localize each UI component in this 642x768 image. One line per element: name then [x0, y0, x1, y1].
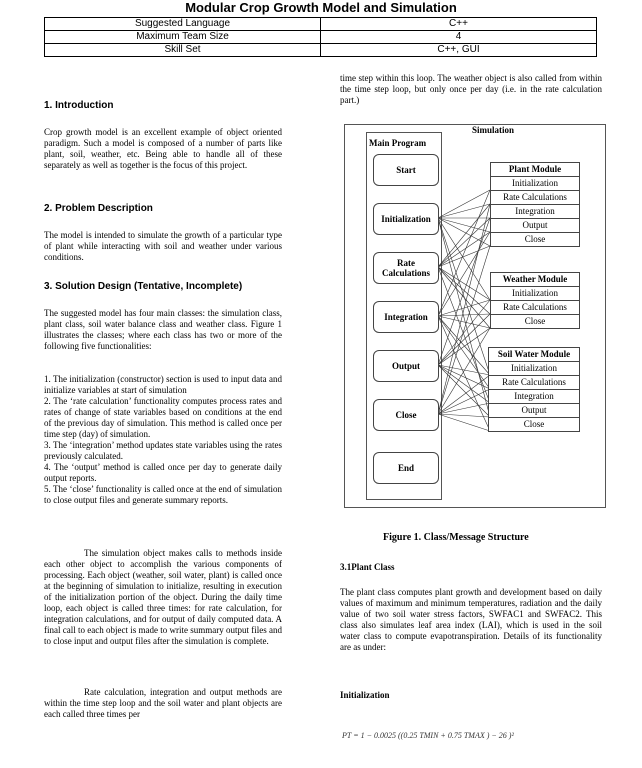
simulation-paragraph-2: Rate calculation, integration and output methods are within the time step loop and the soil water and plant objects are each called three times per	[44, 687, 282, 719]
module-row: Output	[491, 218, 579, 232]
step-start: Start	[373, 154, 439, 186]
meta-value: 4	[321, 31, 597, 44]
module-row: Initialization	[491, 286, 579, 300]
message-line	[438, 246, 490, 414]
message-line	[438, 204, 490, 218]
project-meta-table	[44, 17, 597, 57]
plant-class-heading: 3.1Plant Class	[340, 562, 395, 572]
message-line	[438, 314, 490, 316]
module-title: Weather Module	[502, 274, 568, 284]
soil-water-module	[488, 347, 580, 432]
plant-class-text: The plant class computes plant growth and development based on daily values of maximum and minimum temperatures, radiation and the daily value of two soil water stress factors, SWFAC1 and SWFAC2. This class also simulates leaf area index (LAI), which is used in the soil water class to compute evapotranspiration. Details of its functionality are as under:	[340, 587, 602, 652]
functionality-list	[44, 374, 282, 506]
module-row: Rate Calculations	[491, 190, 579, 204]
table-row	[45, 18, 597, 31]
message-line	[438, 218, 490, 365]
step-integration: Integration	[373, 301, 439, 333]
list-item: 4. The ‘output’ method is called once per day to generate daily output reports.	[44, 462, 282, 483]
meta-label: Suggested Language	[45, 18, 321, 31]
plant-module	[490, 162, 580, 247]
module-row: Rate Calculations	[489, 375, 579, 389]
problem-heading: 2. Problem Description	[44, 203, 153, 214]
module-row: Rate Calculations	[491, 300, 579, 314]
message-line	[438, 316, 490, 389]
step-output: Output	[373, 350, 439, 382]
step-end: End	[373, 452, 439, 484]
message-line	[438, 316, 490, 375]
class-message-figure	[344, 124, 606, 508]
module-row: Initialization	[491, 176, 579, 190]
message-line	[438, 365, 490, 389]
simulation-paragraph: The simulation object makes calls to methods inside each other object to accomplish the various components of processing. Each object (weather, soil water, plant) is called once at the beginning of simulation to initialize, resulting in execution of the initialization portion of the object. During the daily time loop, each object is called three times: for rate calculation, for integration calculations, and for output of daily computed data. A final call to each object is made to write summary output files and to close input and output files after the simulation is complete.	[44, 548, 282, 646]
module-row: Close	[491, 314, 579, 328]
list-item: 2. The ‘rate calculation’ functionality computes process rates and rates of change of state variables based on conditions at the end of the previous day of simulation. This method is called once per time step (day) of simulation.	[44, 396, 282, 439]
meta-label: Maximum Team Size	[45, 31, 321, 44]
step-rate-calculations: Rate Calculations	[373, 252, 439, 284]
problem-text: The model is intended to simulate the growth of a particular type of plant while interacting with soil and weather under various conditions.	[44, 230, 282, 262]
message-line	[438, 232, 490, 267]
intro-text: Crop growth model is an excellent example of object oriented paradigm. Such a model is composed of a number of parts like plant, soil, weather, etc. Being able to handle all of these separately as well as together is the focus of this project.	[44, 127, 282, 170]
intro-heading: 1. Introduction	[44, 100, 114, 111]
module-row: Close	[491, 232, 579, 246]
module-row: Integration	[491, 204, 579, 218]
list-item: 1. The initialization (constructor) section is used to input data and initialize variables at start of simulation	[44, 374, 282, 395]
weather-module	[490, 272, 580, 329]
solution-text: The suggested model has four main classes: the simulation class, plant class, soil water balance class and weather class. Figure 1 illustrates the classes; where each class has two or more of the following five functionalities:	[44, 308, 282, 351]
main-program-label: Main Program	[369, 138, 427, 148]
module-title: Soil Water Module	[497, 349, 571, 359]
right-top-text: time step within this loop. The weather object is also called from within the time step loop, but only once per day (i.e. in the rate calculation part.)	[340, 73, 602, 105]
module-row: Integration	[489, 389, 579, 403]
initialization-heading: Initialization	[340, 690, 390, 700]
figure-caption: Figure 1. Class/Message Structure	[383, 532, 529, 543]
list-item: 5. The ‘close’ functionality is called once at the end of simulation to close output files and generate summary reports.	[44, 484, 282, 505]
simulation-label: Simulation	[472, 125, 515, 135]
module-row: Initialization	[489, 361, 579, 375]
meta-value: C++, GUI	[321, 44, 597, 57]
table-row	[45, 44, 597, 57]
message-line	[438, 375, 490, 414]
module-title: Plant Module	[508, 164, 562, 174]
temperature-formula: PT = 1 − 0.0025 ((0.25 TMIN + 0.75 TMAX ) − 26 )²	[342, 731, 514, 740]
module-row: Close	[489, 417, 579, 431]
list-item: 3. The ‘integration’ method updates state variables using the rates previously calculated.	[44, 440, 282, 461]
step-initialization: Initialization	[373, 203, 439, 235]
step-close: Close	[373, 399, 439, 431]
message-line	[438, 314, 490, 365]
module-row: Output	[489, 403, 579, 417]
document-title: Modular Crop Growth Model and Simulation	[185, 0, 457, 15]
table-row	[45, 31, 597, 44]
solution-heading: 3. Solution Design (Tentative, Incomplete)	[44, 281, 243, 292]
meta-value: C++	[321, 18, 597, 31]
meta-label: Skill Set	[45, 44, 321, 57]
